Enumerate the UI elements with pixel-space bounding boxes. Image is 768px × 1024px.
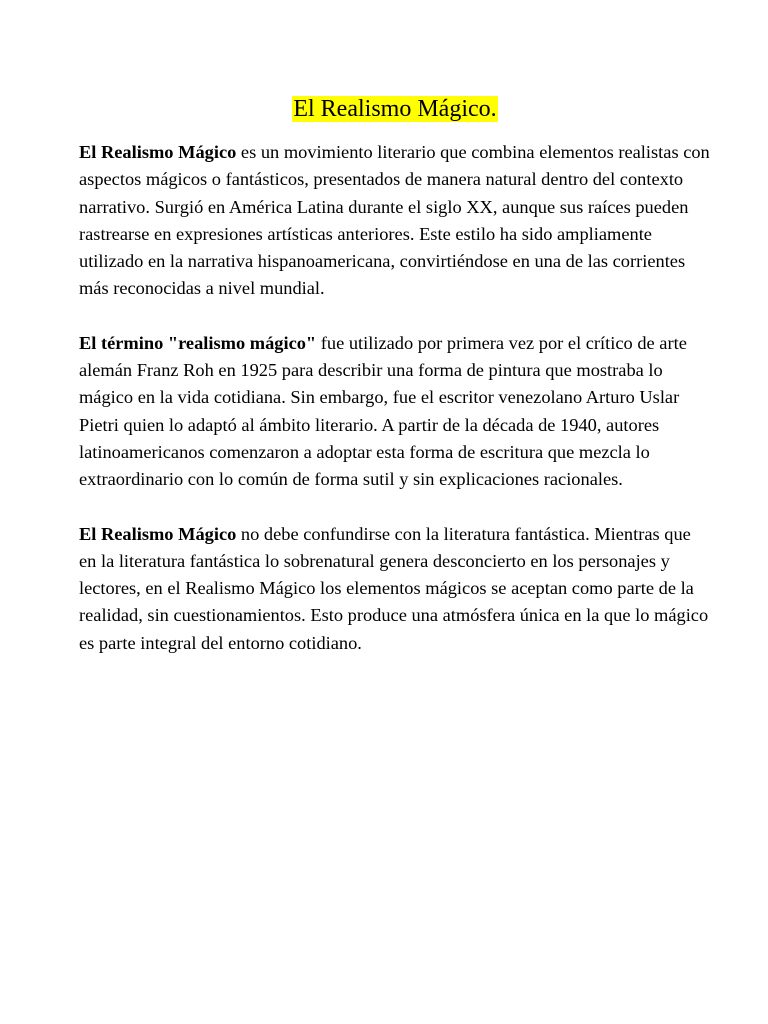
paragraph-1-body: es un movimiento literario que combina elementos realistas con aspectos mágicos o fantásticos, presentados de manera natural dentro del contexto narrativo. Surgió en América Latina durante el siglo XX, aunque sus raíces pueden rastrearse en expresiones artísticas anteriores. Este estilo ha sido ampliamente utilizado en la narrativa hispanoamericana, convirtiéndose en una de las corrientes más reconocidas a nivel mundial. [79, 142, 710, 299]
paragraph-2-body: fue utilizado por primera vez por el crítico de arte alemán Franz Roh en 1925 para describir una forma de pintura que mostraba lo mágico en la vida cotidiana. Sin embargo, fue el escritor venezolano Arturo Uslar Pietri quien lo adaptó al ámbito literario. A partir de la década de 1940, autores latinoamericanos comenzaron a adoptar esta forma de escritura que mezcla lo extraordinario con lo común de forma sutil y sin explicaciones racionales. [79, 332, 687, 490]
paragraph-2-lead: El término "realismo mágico" [79, 332, 317, 353]
paragraph-1-lead: El Realismo Mágico [79, 142, 237, 162]
paragraph-3-body: no debe confundirse con la literatura fantástica. Mientras que en la literatura fantástica lo sobrenatural genera desconcierto en los personajes y lectores, en el Realismo Mágico los elementos mágicos se aceptan como parte de la realidad, sin cuestionamientos. Esto produce una atmósfera única en la que lo mágico es parte integral del entorno cotidiano. [79, 523, 709, 653]
title-block [79, 94, 711, 127]
paragraph-2 [79, 330, 711, 494]
page-title: El Realismo Mágico. [293, 96, 497, 122]
paragraph-3-lead: El Realismo Mágico [79, 523, 237, 544]
paragraph-3 [79, 521, 711, 657]
paragraph-1 [79, 139, 711, 303]
document-page [79, 94, 711, 684]
